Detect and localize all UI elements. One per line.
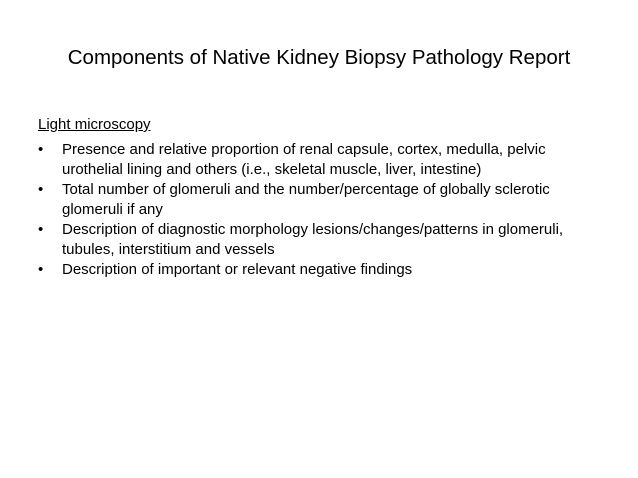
bullet-text-line: urothelial lining and others (i.e., skeletal muscle, liver, intestine) (62, 161, 482, 178)
bullet-item-glomeruli-count (38, 180, 618, 220)
bullet-marker: • (38, 141, 44, 158)
bullet-item-proportion (38, 140, 618, 180)
bullet-text-line: Description of diagnostic morphology lesions/changes/patterns in glomeruli, (62, 221, 564, 238)
bullet-marker: • (38, 221, 44, 238)
bullet-text-line: tubules, interstitium and vessels (62, 241, 275, 258)
bullet-item-negative-findings (38, 260, 618, 280)
bullet-marker: • (38, 261, 44, 278)
section-heading-light-microscopy: Light microscopy (38, 116, 151, 133)
bullet-text-line: Total number of glomeruli and the number/percentage of globally sclerotic (62, 181, 550, 198)
slide-title: Components of Native Kidney Biopsy Pathology Report (67, 46, 571, 69)
bullet-text-line: Description of important or relevant negative findings (62, 261, 413, 278)
bullet-item-diagnostic-lesions (38, 220, 618, 260)
bullet-marker: • (38, 181, 44, 198)
bullet-list (38, 140, 618, 280)
bullet-text-line: glomeruli if any (62, 201, 163, 218)
bullet-text-line: Presence and relative proportion of renal capsule, cortex, medulla, pelvic (62, 141, 546, 158)
